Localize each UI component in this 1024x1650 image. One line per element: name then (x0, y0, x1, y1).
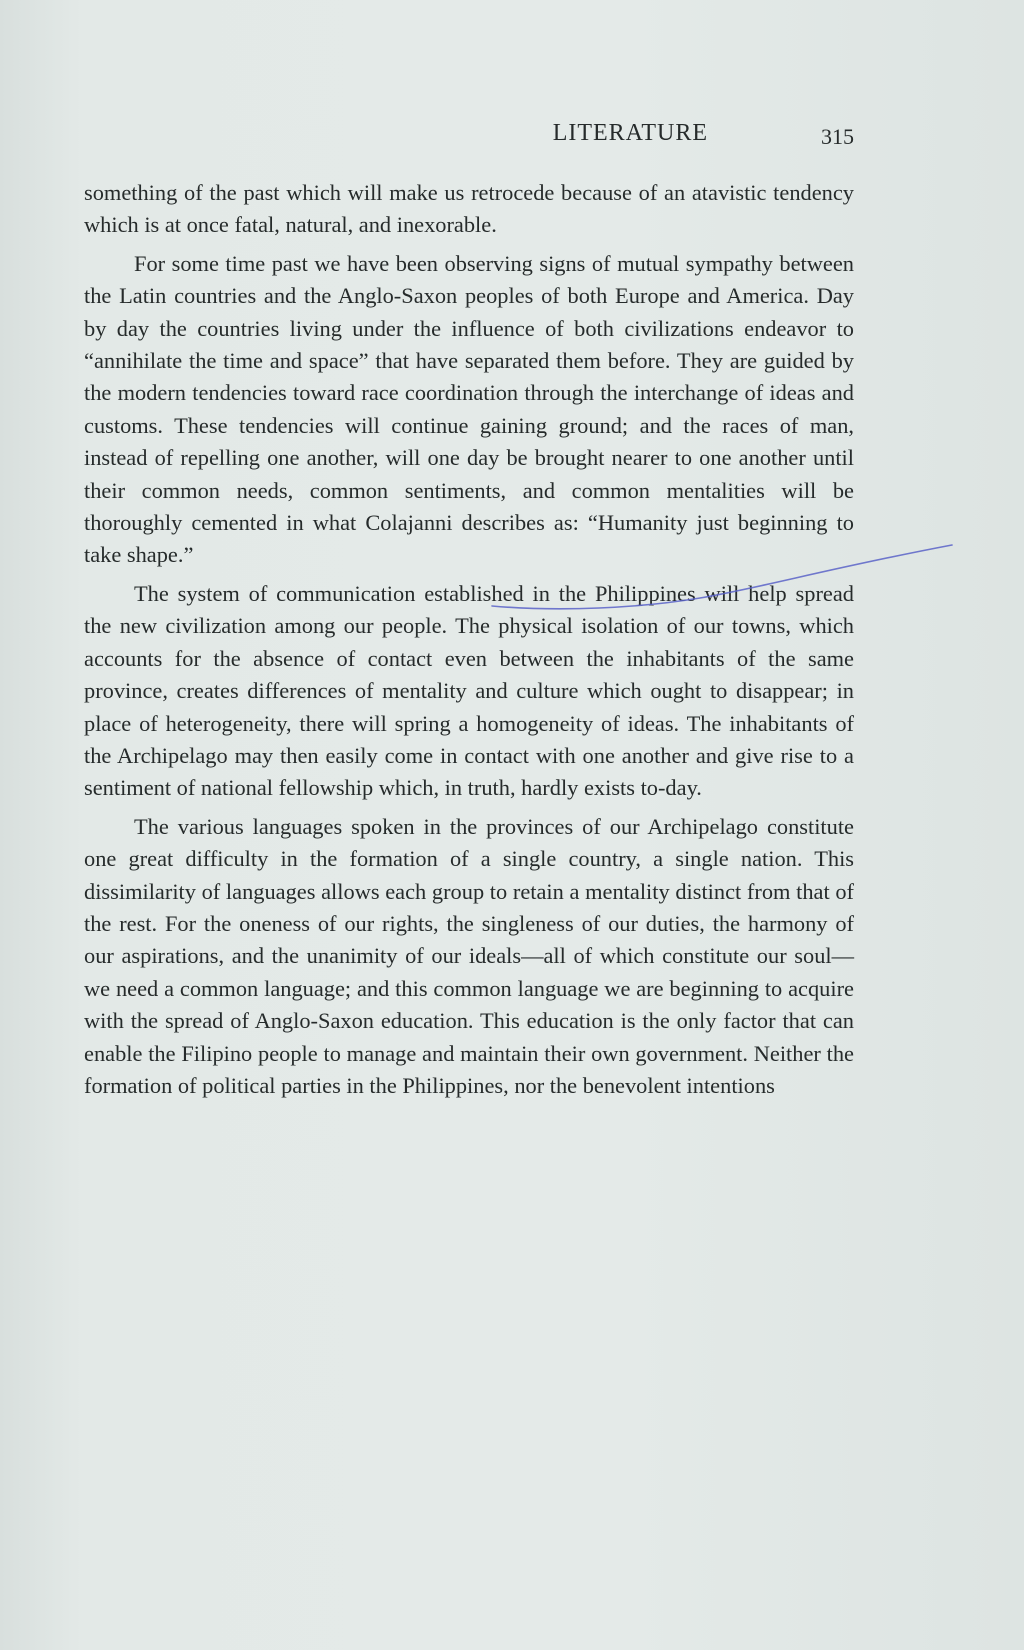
body-text (84, 177, 854, 1108)
running-head (84, 118, 854, 152)
paragraph-continuation: something of the past which will make us retrocede because of an atavistic tendency which is at once fatal, natural, and inexorable. (84, 180, 854, 238)
running-title: LITERATURE (552, 120, 708, 146)
paragraph-communication: The system of communication established in the Philippines will help spread the new civilization among our people. The physical isolation of our towns, which accounts for the absence of contact even between the inhabitants of the same province, creates differences of mentality and culture which ought to disappear; in place of heterogeneity, there will spring a homogeneity of ideas. The inhabitants of the Archipelago may then easily come in contact with one another and give rise to a sentiment of national fellowship which, in truth, hardly exists to-day. (84, 580, 854, 801)
paragraph-mutual-sympathy: For some time past we have been observing signs of mutual sympathy between the Latin countries and the Anglo-Saxon peoples of both Europe and America. Day by day the countries living under the influence of both civilizations endeavor to “annihilate the time and space” that have separated them before. They are guided by the modern tendencies toward race coordination through the interchange of ideas and customs. These tendencies will continue gaining ground; and the races of man, instead of repelling one another, will one day be brought nearer to one another until their common needs, common sentiments, and common mentalities will be thoroughly cemented in what Colajanni describes as: “Humanity just beginning to take shape.” (84, 250, 854, 568)
paragraph-languages: The various languages spoken in the provinces of our Archipelago constitute one great difficulty in the formation of a single country, a single nation. This dissimilarity of languages allows each group to retain a mentality distinct from that of the rest. For the oneness of our rights, the singleness of our duties, the harmony of our aspirations, and the unanimity of our ideals—all of which constitute our soul—we need a common language; and this common language we are beginning to acquire with the spread of Anglo-Saxon education. This education is the only factor that can enable the Filipino people to manage and maintain their own government. Neither the formation of political parties in the Philippines, nor the benevolent intentions (84, 813, 854, 1098)
page-number: 315 (821, 124, 854, 149)
